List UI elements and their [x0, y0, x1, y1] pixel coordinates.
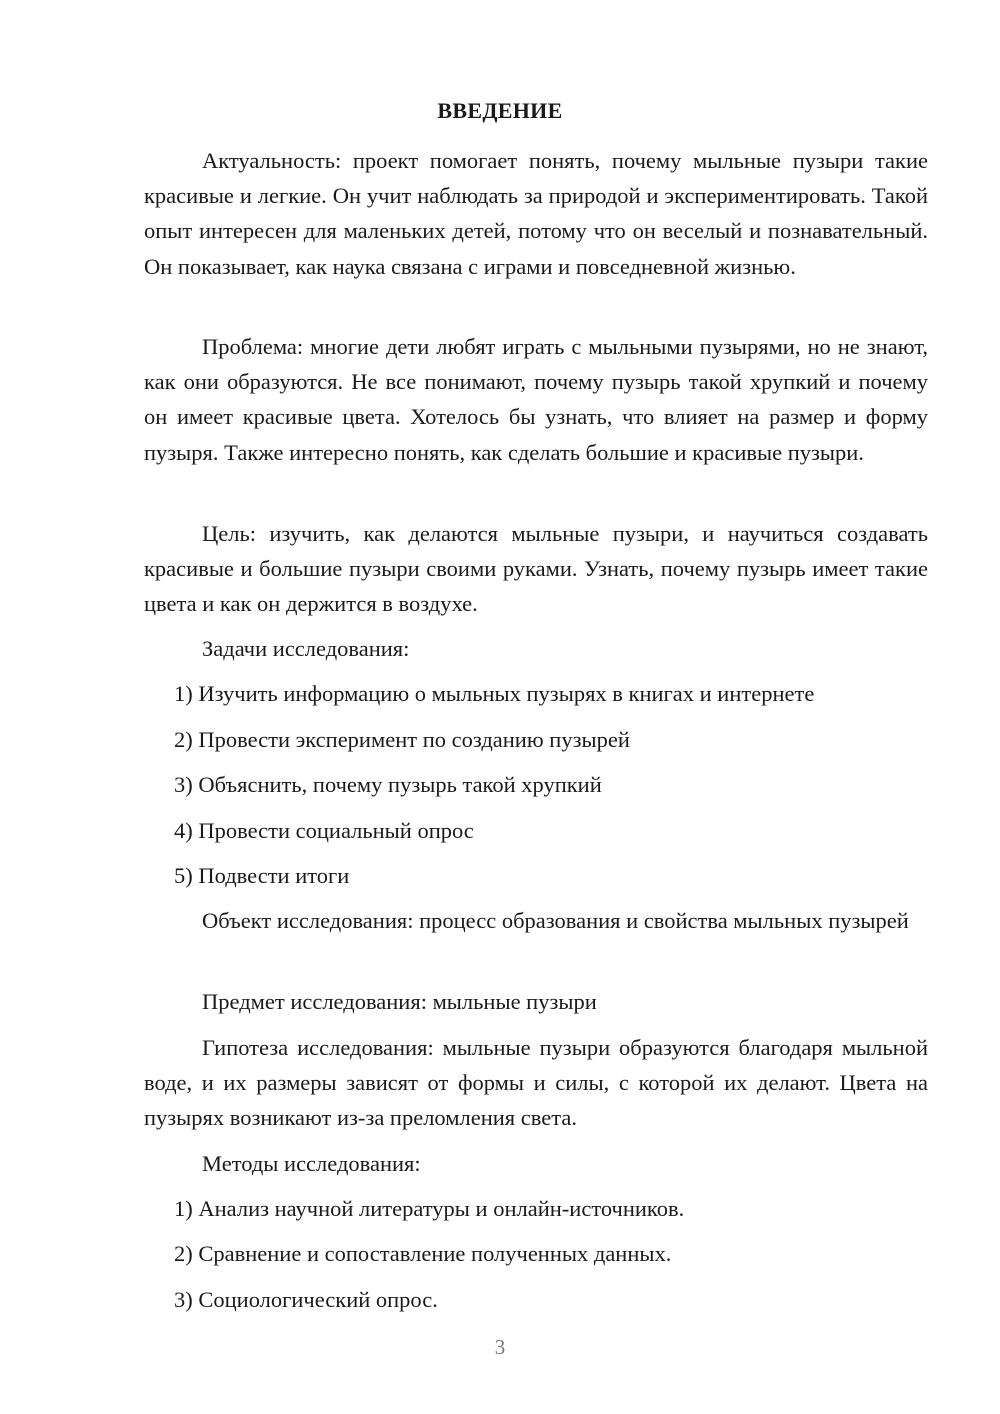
task-item: 2) Провести эксперимент по созданию пузырей [174, 727, 630, 752]
methods-heading: Методы исследования: [202, 1151, 421, 1176]
subject-paragraph: Предмет исследования: мыльные пузыри [202, 989, 597, 1014]
task-item: 3) Объяснить, почему пузырь такой хрупкий [174, 772, 602, 797]
relevance-paragraph: Актуальность: проект помогает понять, почему мыльные пузыри такие красивые и легкие. Он учит наблюдать за природой и экспериментировать. Такой опыт интересен для маленьких детей, потому что он веселый и познавательный. Он показывает, как наука связана с играми и повседневной жизнью. [144, 148, 928, 279]
method-item: 1) Анализ научной литературы и онлайн-источников. [174, 1196, 685, 1221]
task-item: 4) Провести социальный опрос [174, 818, 474, 843]
task-item: 1) Изучить информацию о мыльных пузырях в книгах и интернете [174, 681, 815, 706]
method-item: 2) Сравнение и сопоставление полученных данных. [174, 1241, 672, 1266]
task-item: 5) Подвести итоги [174, 863, 350, 888]
method-item: 3) Социологический опрос. [174, 1287, 438, 1312]
hypothesis-paragraph: Гипотеза исследования: мыльные пузыри образуются благодаря мыльной воде, и их размеры зависят от формы и силы, с которой их делают. Цвета на пузырях возникают из-за преломления света. [144, 1035, 928, 1131]
page-number: 3 [494, 1335, 506, 1359]
object-paragraph: Объект исследования: процесс образования и свойства мыльных пузырей [202, 908, 909, 933]
tasks-heading: Задачи исследования: [202, 636, 410, 661]
page-title: ВВЕДЕНИЕ [437, 98, 563, 123]
problem-paragraph: Проблема: многие дети любят играть с мыльными пузырями, но не знают, как они образуются. Не все понимают, почему пузырь такой хрупкий и почему он имеет красивые цвета. Хотелось бы узнать, что влияет на размер и форму пузыря. Также интересно понять, как сделать большие и красивые пузыри. [144, 334, 928, 465]
goal-paragraph: Цель: изучить, как делаются мыльные пузыри, и научиться создавать красивые и большие пузыри своими руками. Узнать, почему пузырь имеет такие цвета и как он держится в воздухе. [144, 521, 928, 617]
